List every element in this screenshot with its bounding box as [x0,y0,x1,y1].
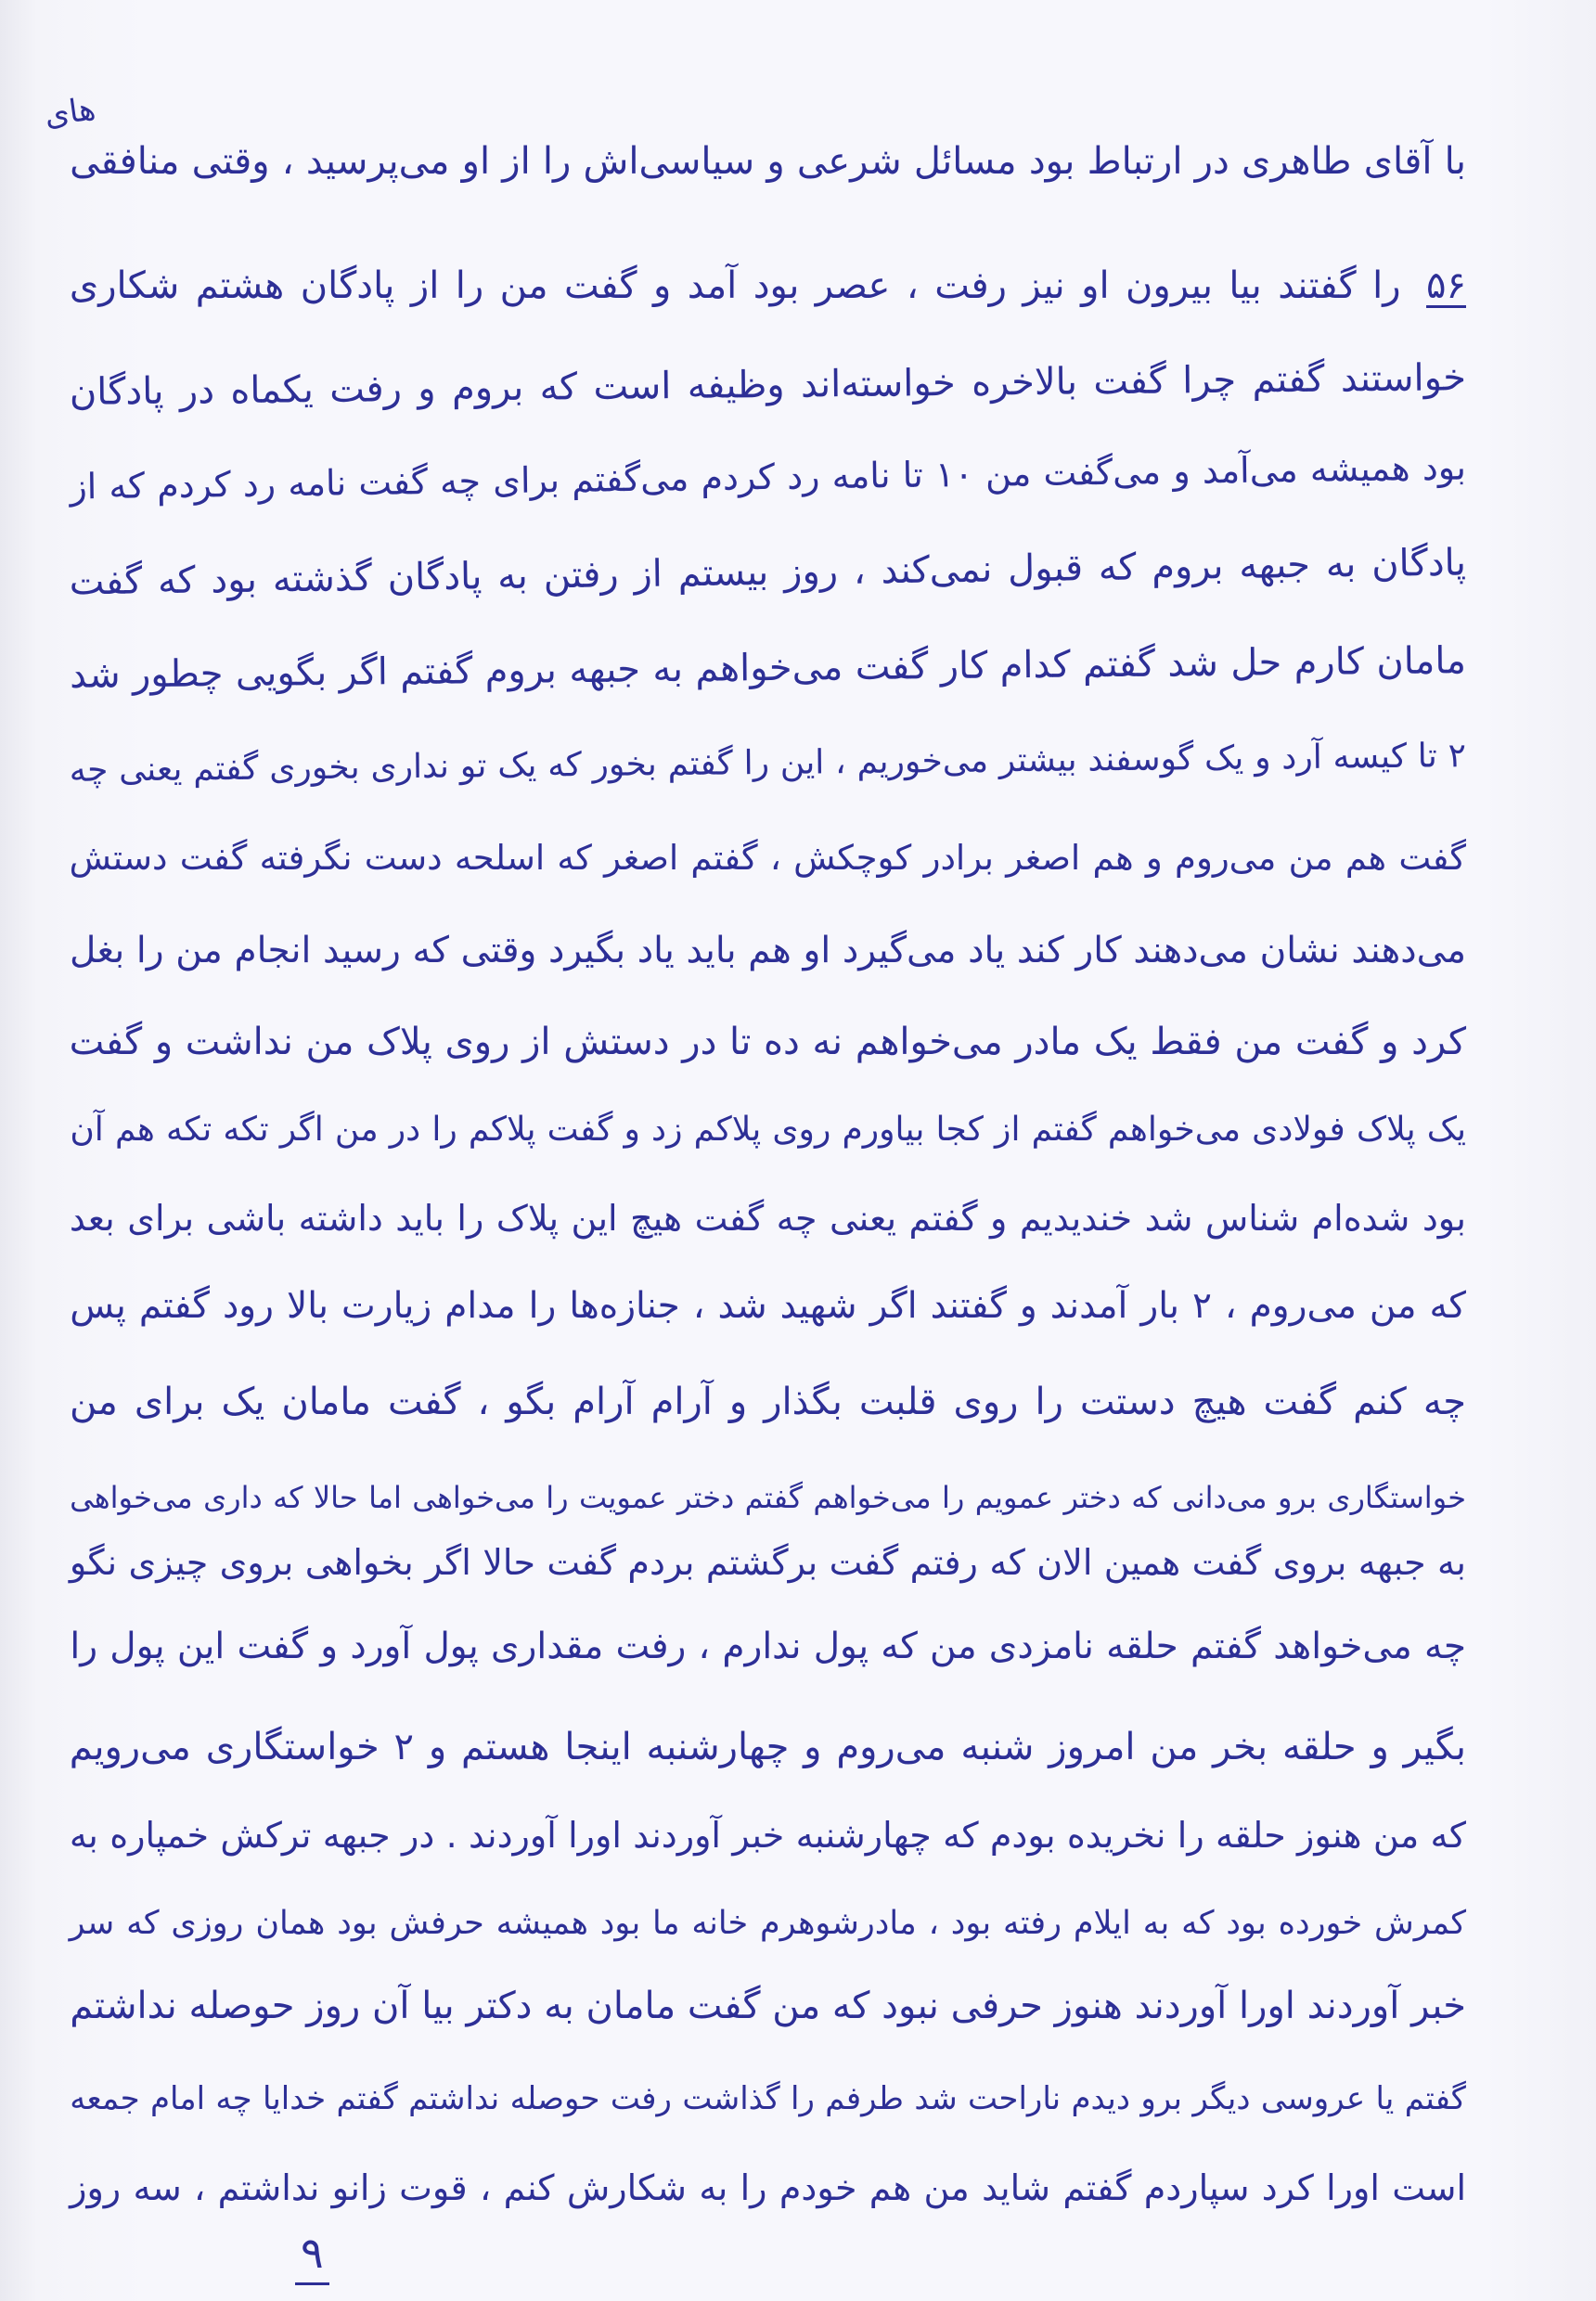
page-number: ۹ [295,2223,329,2285]
handwritten-line [70,1189,1466,1248]
line-text: بود شده‌ام شناس شد خندیدیم و گفتم یعنی چه گفت هیچ این پلاک را باید داشته باشی برای بعد [69,1198,1466,1239]
handwritten-line [70,1894,1466,1953]
line-text: بگیر و حلقه بخر من امروز شنبه می‌روم و چهارشنبه اینجا هستم و ۲ خواستگاری می‌رویم [69,1726,1466,1768]
handwritten-line [70,1100,1466,1160]
line-text: را گفتند بیا بیرون او نیز رفت ، عصر بود آمد و گفت من را از پادگان هشتم شکاری [69,264,1401,307]
line-text: چه کنم گفت هیچ دستت را روی قلبت بگذار و آرام آرام بگو ، گفت مامان یک برای من [69,1381,1466,1423]
handwritten-line [70,1806,1466,1865]
handwritten-line [70,2069,1466,2128]
line-text: خواستگاری برو می‌دانی که دختر عمویم را می‌خواهم گفتم دختر عمویت را می‌خواهی اما حالا که داری می‌خواهی [70,1480,1466,1515]
handwritten-line [70,1468,1466,1527]
line-text: یک پلاک فولادی می‌خواهم گفتم از کجا بیاورم روی پلاکم زد و گفت پلاکم را در من اگر تکه تکه هم آن [70,1111,1466,1149]
line-text: ۲ تا کیسه آرد و یک گوسفند بیشتر می‌خوریم ، این را گفتم بخور که یک تو نداری بخوری گفتم یعنی چه [69,737,1467,790]
handwritten-line [70,256,1466,315]
line-text: که من هنوز حلقه را نخریده بودم که چهارشنبه خبر آوردند اورا آوردند . در جبهه ترکش خمپاره به [69,1815,1466,1856]
handwritten-line [70,1717,1466,1777]
handwritten-line [70,533,1467,611]
line-text: بود همیشه می‌آمد و می‌گفت من ۱۰ تا نامه رد کردم می‌گفتم برای چه گفت نامه رد کردم که از [70,446,1467,508]
handwritten-line [70,132,1466,191]
line-text: گفت هم من می‌روم و هم اصغر برادر کوچکش ، گفتم اصغر که اسلحه دست نگرفته گفت دستش [69,838,1466,878]
line-text: کرد و گفت من فقط یک مادر می‌خواهم نه ده تا در دستش از روی پلاک من نداشت و گفت [69,1021,1466,1063]
handwritten-line [70,829,1466,888]
line-text: خواستند گفتم چرا گفت بالاخره خواسته‌اند وظیفه است که بروم و رفت یکماه در پادگان [69,356,1467,414]
handwritten-line [70,1617,1466,1677]
line-text: پادگان به جبهه بروم که قبول نمی‌کند ، روز بیستم از رفتن به پادگان گذشته بود که گفت [69,541,1467,604]
underlined-number: ۵۶ [1426,264,1466,307]
line-text: که من می‌روم ، ۲ بار آمدند و گفتند اگر شهید شد ، جنازه‌ها را مدام زیارت بالا رود گفتم پس [70,1285,1466,1327]
line-text: به جبهه بروی گفت همین الان که رفتم گفت برگشتم بردم گفت حالا اگر بخواهی بروی چیزی نگو [69,1542,1466,1583]
line-text: می‌دهند نشان می‌دهند کار کند یاد می‌گیرد او هم باید یاد بگیرد وقتی که رسید انجام من را بغل [70,930,1466,971]
handwritten-line [70,348,1467,422]
line-text: کمرش خورده بود که به ایلام رفته بود ، مادرشوهرم خانه ما بود همیشه حرفش بود همان روزی که سر [69,1905,1466,1942]
line-text: مامان کارم حل شد گفتم کدام کار گفت می‌خواهم به جبهه بروم گفتم اگر بگویی چطور شد [69,639,1467,697]
handwritten-line [70,2158,1466,2217]
handwritten-line [70,1372,1466,1432]
line-text-wrapper [70,256,1466,315]
line-text: خبر آوردند اورا آوردند هنوز حرفی نبود که من گفت مامان به دکتر بیا آن روز حوصله نداشتم [70,1985,1466,2027]
handwritten-line [70,1277,1466,1336]
handwritten-line [70,631,1467,705]
handwritten-line [70,921,1466,981]
handwritten-line [70,1012,1466,1072]
handwritten-line [70,437,1467,516]
handwritten-line [70,1533,1466,1592]
line-text: چه می‌خواهد گفتم حلقه نامزدی من که پول ندارم ، رفت مقداری پول آورد و گفت این پول را [70,1626,1466,1667]
line-text: با آقای طاهری در ارتباط بود مسائل شرعی و سیاسی‌اش را از او می‌پرسید ، وقتی منافقی [70,140,1466,183]
line-text: است اورا کرد سپاردم گفتم شاید من هم خودم را به شکارش کنم ، قوت زانو نداشتم ، سه روز [70,2167,1466,2208]
line-text: گفتم یا عروسی دیگر برو دیدم ناراحت شد طرفم را گذاشت رفت حوصله نداشتم گفتم خدایا چه امام جمعه [70,2080,1466,2117]
handwritten-line [70,726,1467,801]
raised-overflow-word: های [42,90,98,135]
handwritten-line [70,1976,1466,2036]
